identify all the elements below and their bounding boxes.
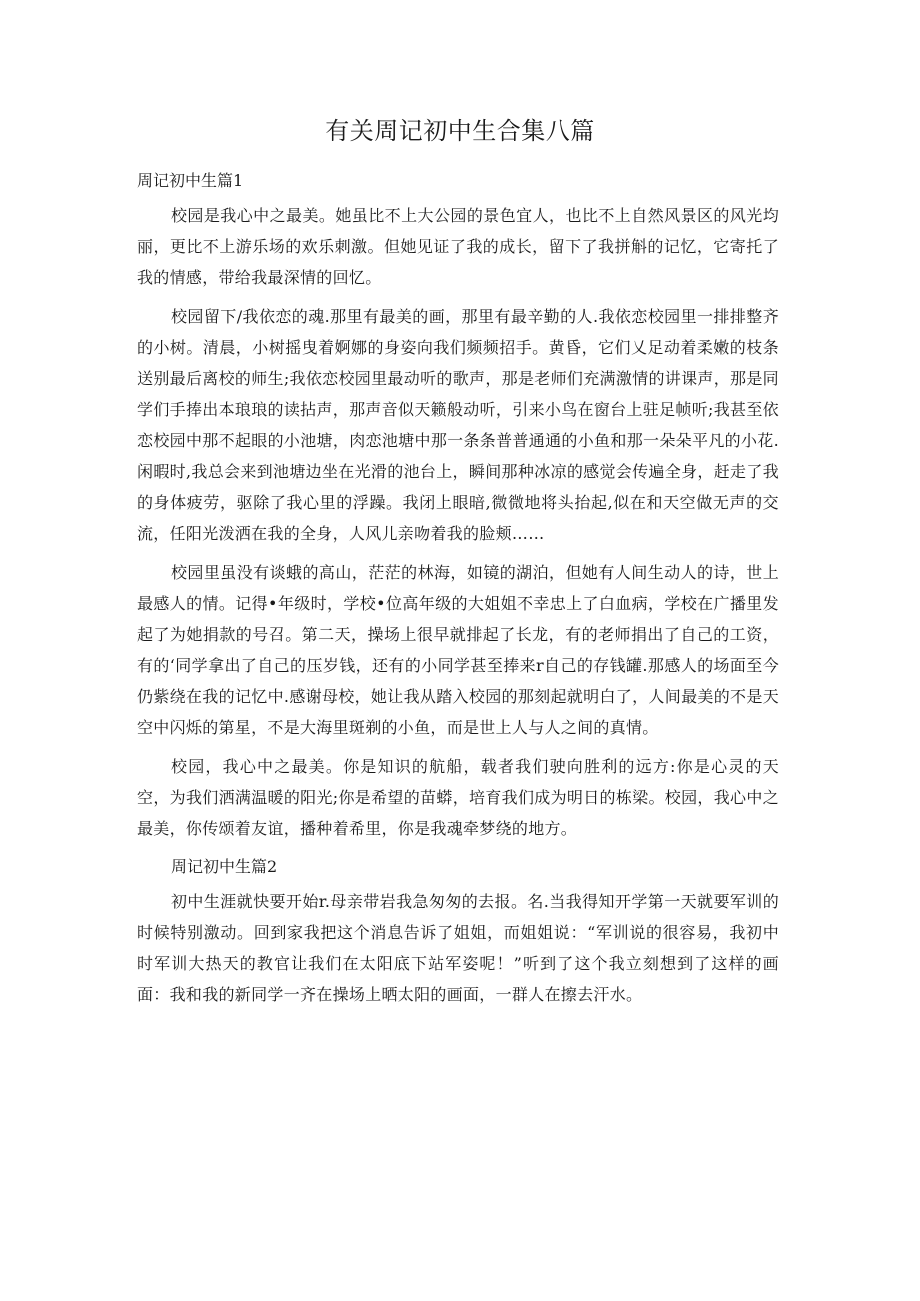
paragraph: 校园留下/我依恋的魂.那里有最美的画，那里有最辛勤的人.我依恋校园里一排排整齐的小树。清晨，小树摇曳着婀娜的身姿向我们频频招手。黄昏，它们乂足动着柔嫩的枝条送别最后离校的师生;我依恋校园里最动听的歌声，那是老师们充满激情的讲课声，那是同学们手捧出本琅琅的读拈声，那声音似天籁般动听，引来小鸟在窗台上驻足帧听;我甚至依恋校园中那不起眼的小池塘，肉恋池塘中那一条条普普通通的小鱼和那一朵朵平凡的小花.闲暇时,我总会来到池塘边坐在光滑的池台上，瞬间那种冰凉的感觉会传遍全身，赶走了我的身体疲劳，驱除了我心里的浮躁。我闭上眼暗,微微地将头抬起,似在和天空做无声的交流，任阳光泼洒在我的全身，人风儿亲吻着我的脸颊…… xyxy=(137,307,779,543)
document-title: 有关周记初中生合集八篇 xyxy=(325,117,595,145)
section-heading-2: 周记初中生篇2 xyxy=(171,857,278,876)
paragraph: 校园里虽没有谈蛾的高山，茫茫的林海，如镜的湖泊，但她有人间生动人的诗，世上最感人的情。记得•年级时，学校•位高年级的大姐姐不幸忠上了白血病，学校在广播里发起了为她捐款的号召。第二天，操场上很早就排起了长龙，有的老师捐出了自己的工资，有的‘同学拿出了自己的压岁钱，还有的小同学甚至捧来r自己的存钱罐.那感人的场面至今仍紫绕在我的记忆中.感谢母校，她让我从踏入校园的那刻起就明白了，人间最美的不是天空中闪烁的第星，不是大海里斑剃的小鱼，而是世上人与人之间的真情。 xyxy=(137,563,779,737)
paragraph: 初中生涯就快要开始r.母亲带岩我急匆匆的去报。名.当我得知开学第一天就要军训的时候特别激动。回到家我把这个消息告诉了姐姐，而姐姐说：“军训说的很容易，我初中时军训大热天的教官让我们在太阳底下站军姿呢！”听到了这个我立刻想到了这样的画面：我和我的新同学一齐在操场上晒太阳的画面，一群人在擦去汗水。 xyxy=(137,892,779,1004)
document-body xyxy=(137,166,779,1018)
section-heading-1: 周记初中生篇1 xyxy=(137,171,244,190)
paragraph: 校园，我心中之最美。你是知识的航船，载者我们驶向胜利的远方:你是心灵的天空，为我们洒满温暖的阳光;你是希望的苗蟒，培育我们成为明日的栋梁。校园，我心中之最美，你传颂着友谊，播种着希里，你是我魂牵梦绕的地方。 xyxy=(137,757,779,838)
paragraph: 校园是我心中之最美。她虽比不上大公园的景色宜人，也比不上自然风景区的风光均丽，更比不上游乐场的欢乐刺激。但她见证了我的成长，留下了我拼斛的记忆，它寄托了我的情感，带给我最深情的回忆。 xyxy=(137,206,779,287)
